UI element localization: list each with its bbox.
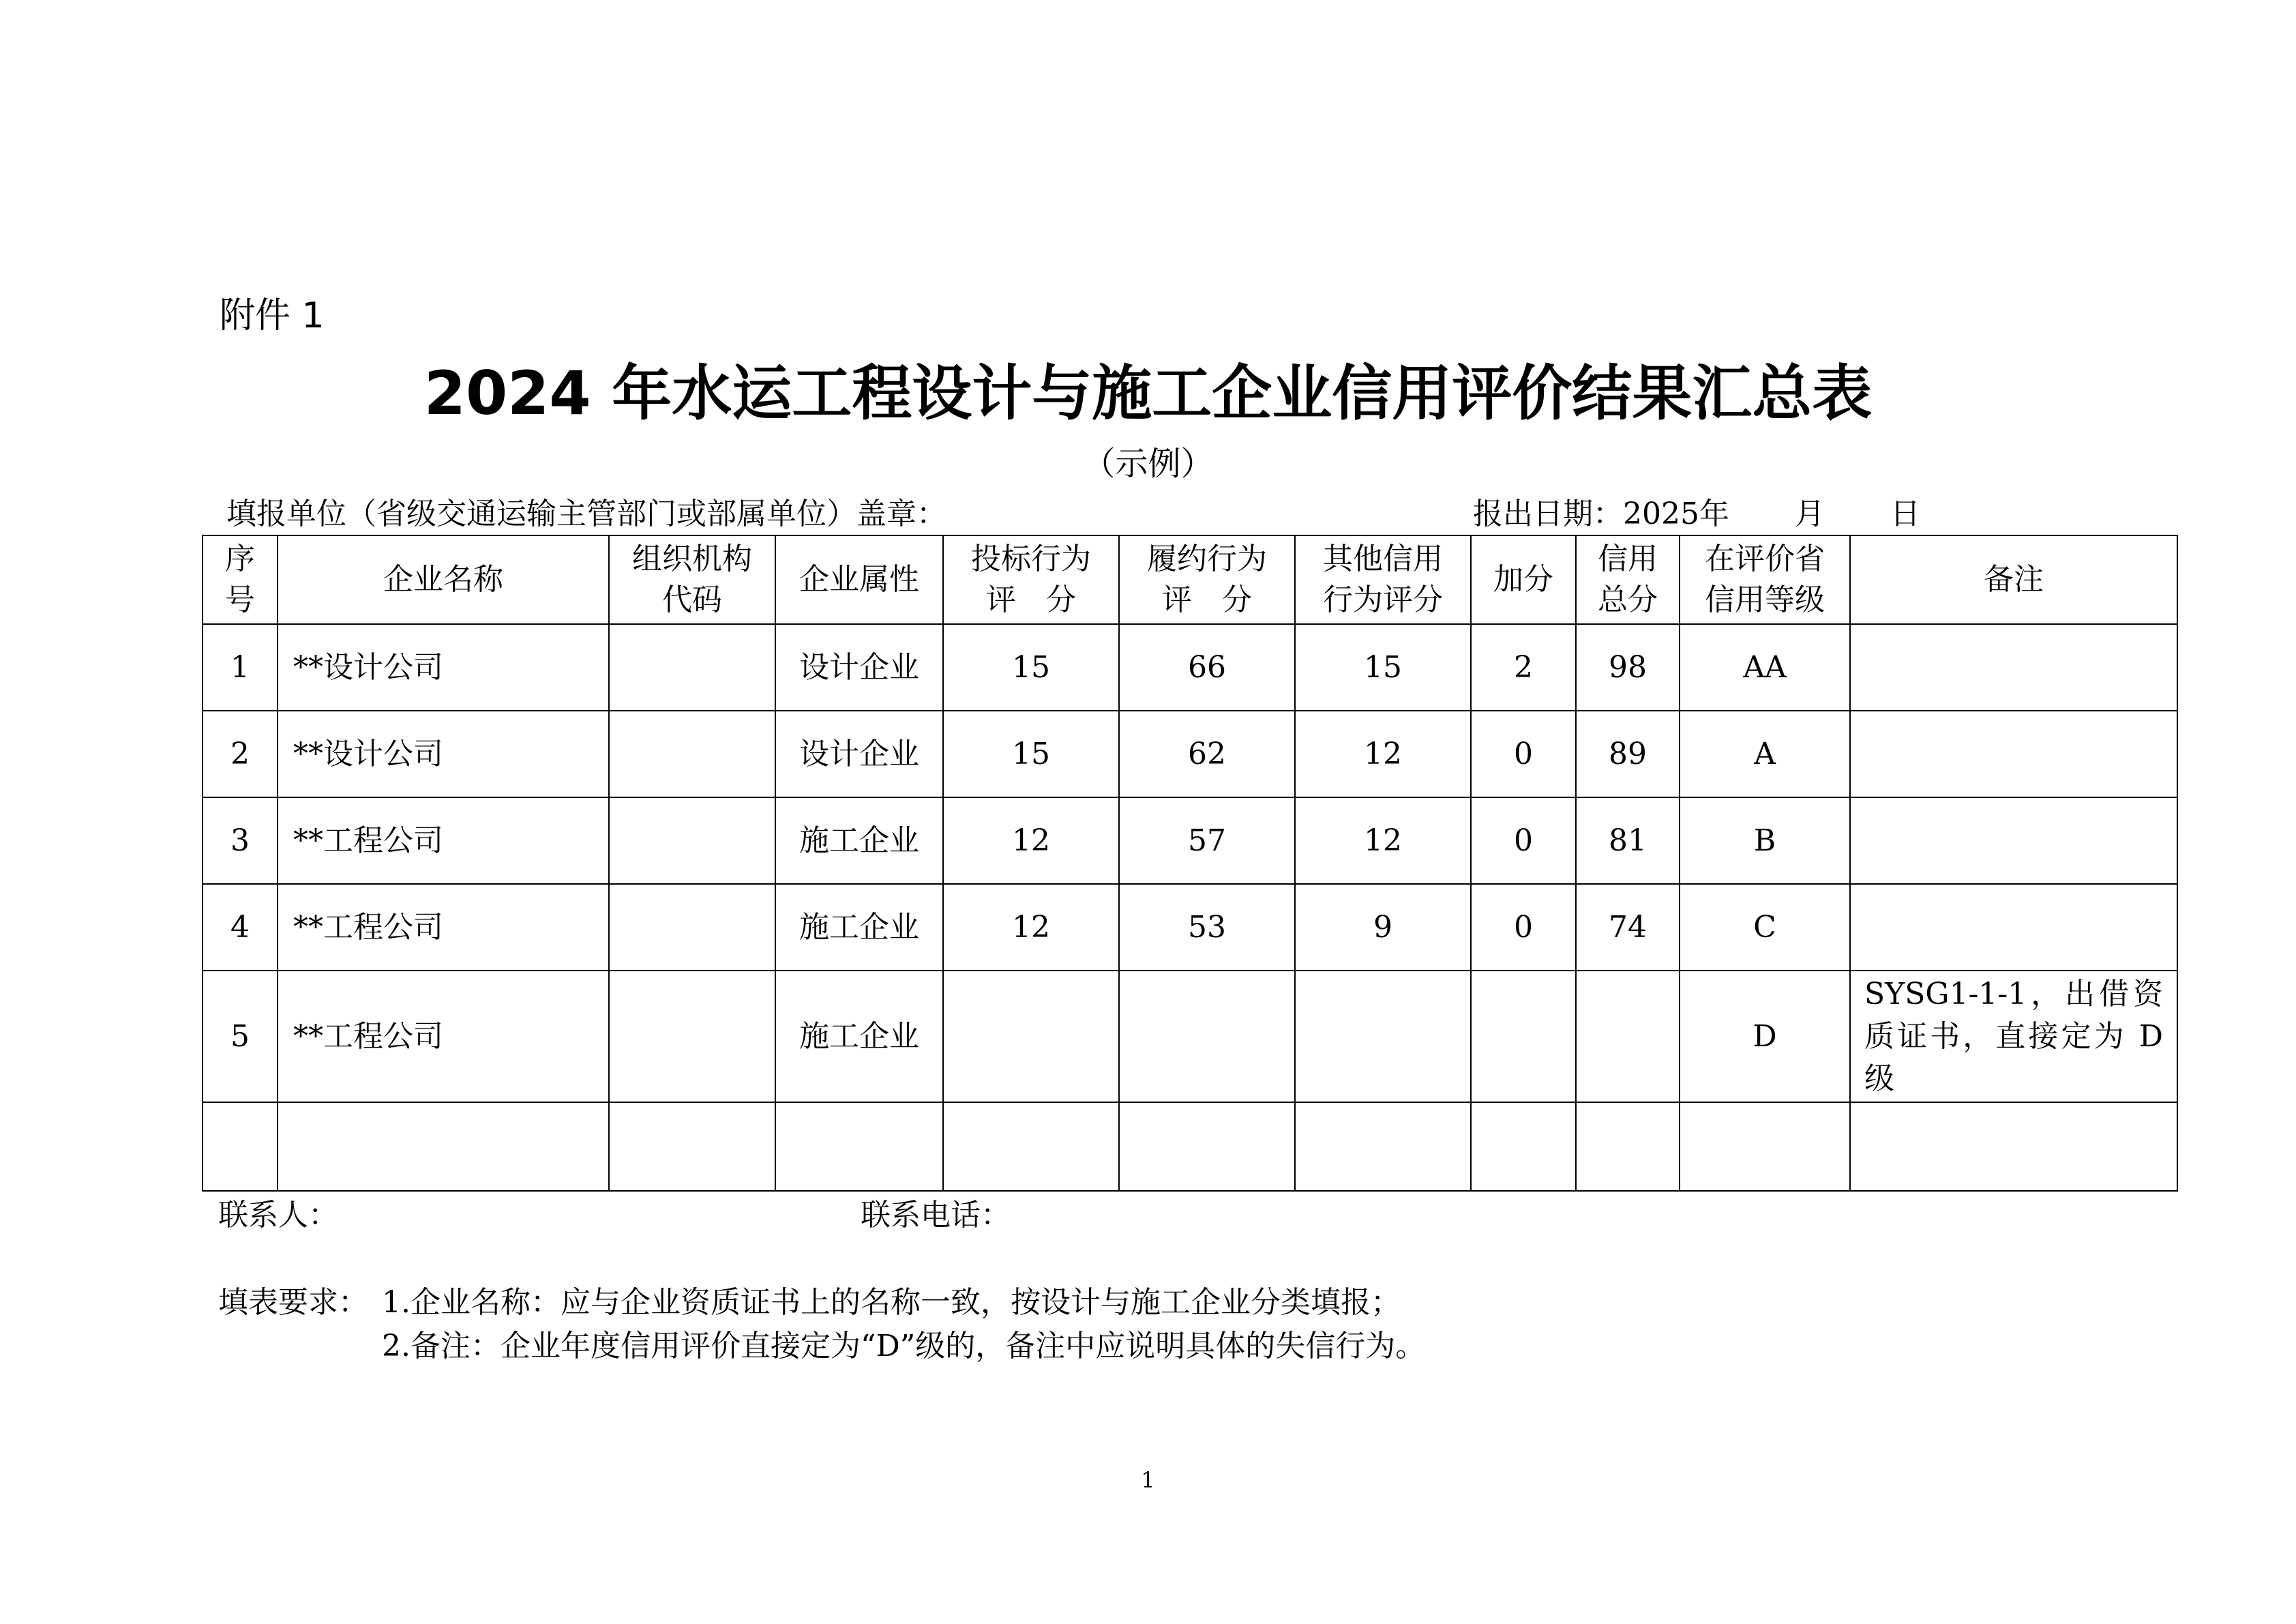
table-cell [1471,1102,1576,1191]
filler-unit-label: 填报单位（省级交通运输主管部门或部属单位）盖章： [226,497,946,531]
contact-person-label: 联系人： [218,1198,338,1232]
table-cell [1680,1102,1850,1191]
column-header: 履约行为 评 分 [1119,535,1295,624]
table-cell: **设计公司 [278,624,609,711]
table-cell: 施工企业 [775,971,943,1102]
table-cell: **工程公司 [278,884,609,971]
table-cell [1471,971,1576,1102]
column-header: 组织机构 代码 [609,535,775,624]
table-header-row [203,535,2177,624]
table-cell [775,1102,943,1191]
column-header: 备注 [1850,535,2177,624]
column-header: 加分 [1471,535,1576,624]
table-cell: 74 [1576,884,1680,971]
page-title: 2024 年水运工程设计与施工企业信用评价结果汇总表 [423,358,1873,428]
table-cell: D [1680,971,1850,1102]
table-cell [1850,1102,2177,1191]
table-cell: 0 [1471,711,1576,797]
table-cell [278,1102,609,1191]
attachment-label: 附件 1 [220,295,325,336]
column-header: 在评价省 信用等级 [1680,535,1850,624]
table-row [203,797,2177,884]
table-cell [609,971,775,1102]
column-header: 其他信用 行为评分 [1295,535,1471,624]
table-cell [1850,884,2177,971]
column-header: 企业属性 [775,535,943,624]
table-cell: 设计企业 [775,711,943,797]
report-date-day: 日 [1890,497,1920,531]
table-cell: **设计公司 [278,711,609,797]
table-cell [943,971,1119,1102]
table-cell [1850,711,2177,797]
table-row [203,884,2177,971]
report-date-month: 月 [1794,497,1825,531]
table-cell: 57 [1119,797,1295,884]
table-row [203,1102,2177,1191]
table-row [203,711,2177,797]
table-cell: 9 [1295,884,1471,971]
table-cell: 12 [1295,711,1471,797]
table-cell: 设计企业 [775,624,943,711]
table-cell [1576,971,1680,1102]
table-cell [609,797,775,884]
table-cell: 89 [1576,711,1680,797]
table-cell: 15 [1295,624,1471,711]
report-date [1473,494,1920,535]
table-cell: 施工企业 [775,797,943,884]
table-cell [943,1102,1119,1191]
table-cell [1295,971,1471,1102]
table-cell: C [1680,884,1850,971]
table-cell: 0 [1471,797,1576,884]
column-header: 序 号 [203,535,278,624]
table-cell: B [1680,797,1850,884]
table-cell [1850,797,2177,884]
table-cell [1295,1102,1471,1191]
table-cell: 98 [1576,624,1680,711]
report-date-label: 报出日期：2025年 [1473,497,1729,531]
table-cell: 53 [1119,884,1295,971]
requirement-item-1: 1.企业名称：应与企业资质证书上的名称一致，按设计与施工企业分类填报； [382,1285,1401,1320]
table-cell: 12 [943,884,1119,971]
table-cell: **工程公司 [278,797,609,884]
table-cell: AA [1680,624,1850,711]
table-cell [203,1102,278,1191]
table-cell: 1 [203,624,278,711]
table-cell: 81 [1576,797,1680,884]
credit-rating-table [202,535,2178,1192]
table-cell: A [1680,711,1850,797]
table-cell: 12 [943,797,1119,884]
table-cell: 62 [1119,711,1295,797]
contact-phone-label: 联系电话： [861,1198,1011,1232]
column-header: 企业名称 [278,535,609,624]
table-cell [609,711,775,797]
table-row [203,624,2177,711]
requirement-item-2: 2.备注：企业年度信用评价直接定为“D”级的，备注中应说明具体的失信行为。 [382,1329,1426,1363]
table-cell: 66 [1119,624,1295,711]
table-cell [1119,1102,1295,1191]
table-cell: **工程公司 [278,971,609,1102]
table-cell: 2 [1471,624,1576,711]
table-cell: 0 [1471,884,1576,971]
table-cell [1119,971,1295,1102]
table-cell: SYSG1-1-1，出借资质证书，直接定为 D 级 [1850,971,2177,1102]
table-cell: 15 [943,711,1119,797]
table-cell [609,884,775,971]
column-header: 信用 总分 [1576,535,1680,624]
column-header: 投标行为 评 分 [943,535,1119,624]
table-cell: 3 [203,797,278,884]
table-row [203,971,2177,1102]
table-cell: 15 [943,624,1119,711]
table-cell: 2 [203,711,278,797]
table-cell [609,624,775,711]
table-cell: 4 [203,884,278,971]
page-number: 1 [1141,1467,1155,1493]
table-cell: 5 [203,971,278,1102]
table-cell [609,1102,775,1191]
table-cell [1576,1102,1680,1191]
requirements-label: 填表要求： [218,1285,368,1320]
table-cell [1850,624,2177,711]
table-cell: 12 [1295,797,1471,884]
page-subtitle: （示例） [1082,445,1214,483]
table-cell: 施工企业 [775,884,943,971]
